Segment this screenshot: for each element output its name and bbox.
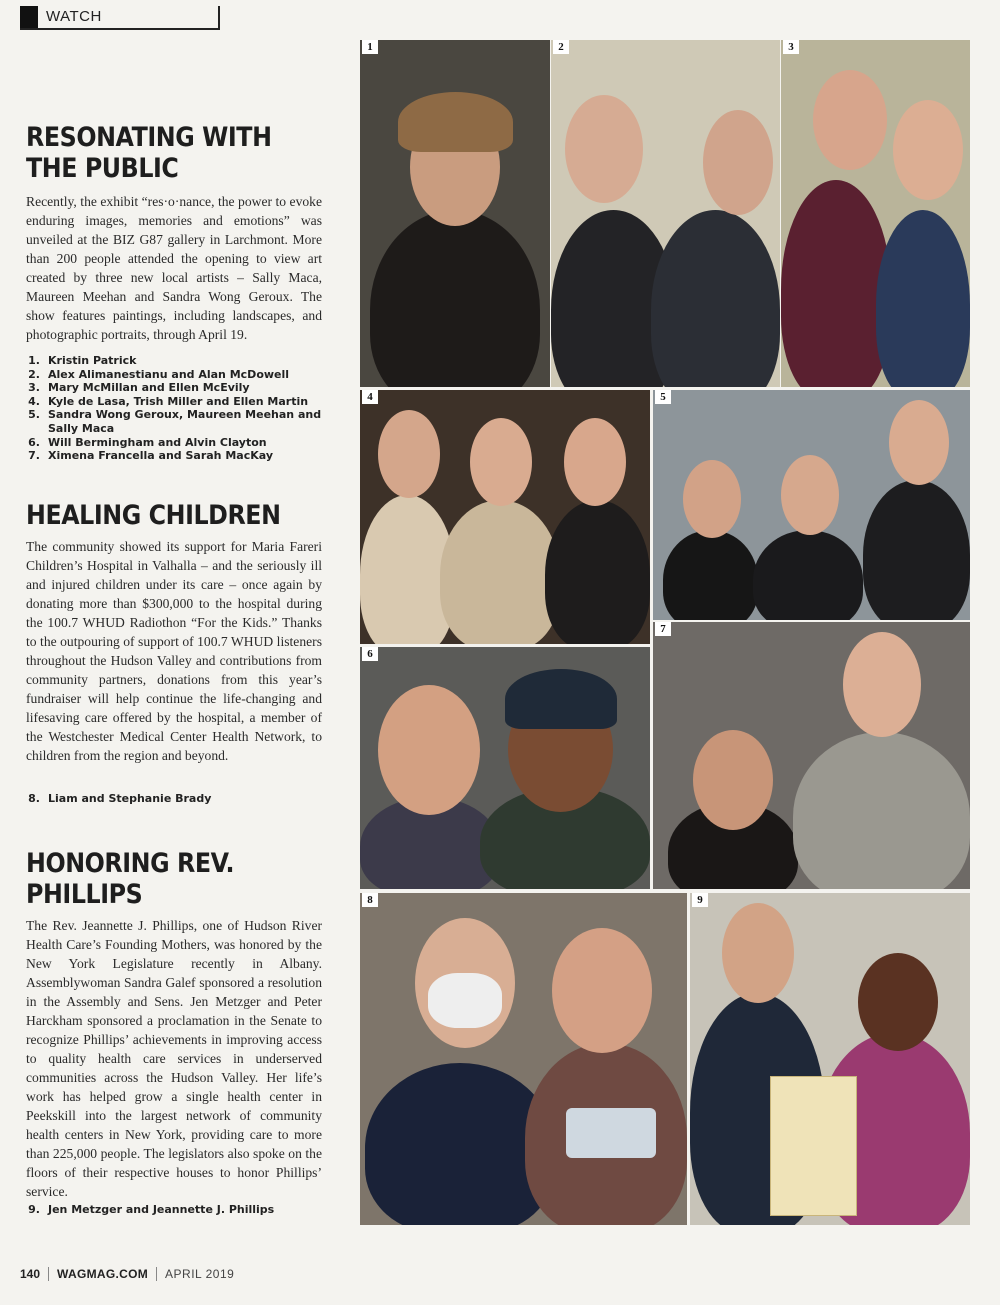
- person-face: [693, 730, 773, 830]
- body-resonating: Recently, the exhibit “res·o·nance, the power to evoke enduring images, memories and emotions” was unveiled at the BIZ G87 gallery in Larchmont. More than 200 people attended the opening to view art created by three new local artists – Sally Maca, Maureen Meehan and Sandra Wong Geroux. The show features paintings, including landscapes, and photographic portraits, through April 19.: [26, 194, 322, 342]
- person-face: [781, 455, 839, 535]
- photo-number: 5: [655, 390, 671, 404]
- caption-item: 2. Alex Alimanestianu and Alan McDowell: [28, 367, 290, 381]
- person-face: [565, 95, 643, 203]
- body-honoring-wrap: [26, 916, 322, 1201]
- photo-1: [360, 40, 550, 387]
- caption-item: 3. Mary McMillan and Ellen McEvily: [28, 381, 250, 395]
- caption-item: 9. Jen Metzger and Jeannette J. Phillips: [28, 1203, 275, 1216]
- photo-2: [551, 40, 780, 387]
- caption-list-healing: [26, 792, 322, 806]
- person-face: [378, 410, 440, 498]
- person-face: [378, 685, 480, 815]
- person-face: [703, 110, 773, 215]
- person-face: [564, 418, 626, 506]
- caption-item: 7. Ximena Francella and Sarah MacKay: [28, 449, 274, 463]
- headline-honoring: HONORING REV. PHILLIPS: [26, 848, 235, 910]
- magazine-logo-mark: [20, 6, 38, 28]
- person-face: [813, 70, 887, 170]
- person-hair: [398, 92, 513, 152]
- caption-list-honoring: [26, 1203, 322, 1217]
- person-face: [889, 400, 949, 485]
- body-healing-wrap: [26, 537, 322, 765]
- photo-number: 6: [362, 647, 378, 661]
- caption-item: 1. Kristin Patrick: [28, 354, 137, 367]
- person-face: [893, 100, 963, 200]
- face-mask: [428, 973, 502, 1028]
- caption-list-resonating: [26, 354, 322, 463]
- person-face: [552, 928, 652, 1053]
- section-label: WATCH: [46, 8, 102, 25]
- section-healing: [26, 500, 322, 531]
- photo-5: [653, 390, 970, 620]
- photo-8: [360, 893, 687, 1225]
- photo-9: [690, 893, 970, 1225]
- person-face: [683, 460, 741, 538]
- photo-7: [653, 622, 970, 889]
- proclamation-document: [770, 1076, 857, 1216]
- person-figure: [781, 180, 891, 387]
- footer-site: WAGMAG.COM: [57, 1267, 149, 1281]
- whud-microphone-sign: [566, 1108, 656, 1158]
- captions-honoring-wrap: [26, 1203, 322, 1217]
- caption-item: 6. Will Bermingham and Alvin Clayton: [28, 435, 267, 449]
- photo-number: 9: [692, 893, 708, 907]
- photo-number: 7: [655, 622, 671, 636]
- caption-item: 5. Sandra Wong Geroux, Maureen Meehan and Sally Maca: [28, 408, 322, 435]
- photo-number: 3: [783, 40, 799, 54]
- caption-item: 4. Kyle de Lasa, Trish Miller and Ellen Martin: [28, 394, 309, 408]
- photo-3: [781, 40, 970, 387]
- photo-number: 2: [553, 40, 569, 54]
- photo-4: [360, 390, 650, 644]
- body-healing: The community showed its support for Maria Fareri Children’s Hospital in Valhalla – and the seriously ill and injured children under its care – once again by donating more than $300,000 to the hospital during the 100.7 WHUD Radiothon “For the Kids.” Thanks to the outpouring of support of 100.7 WHUD listeners throughout the Hudson Valley and contributions from community partners, donations from this year’s fundraiser will help continue the life-changing and lifesaving care offered by the hospital, a member of the Westchester Medical Center Health Network, to children from the region and beyond.: [26, 539, 322, 763]
- section-resonating: [26, 122, 322, 184]
- caption-item: 8. Liam and Stephanie Brady: [28, 792, 212, 805]
- footer-divider: [156, 1267, 157, 1281]
- person-figure: [440, 500, 560, 644]
- beanie-hat: [505, 669, 617, 729]
- page-footer: [20, 1266, 234, 1282]
- person-figure: [663, 530, 758, 620]
- footer-divider: [48, 1267, 49, 1281]
- headline-resonating: RESONATING WITH THE PUBLIC: [26, 122, 272, 184]
- person-figure: [863, 480, 970, 620]
- captions-resonating-wrap: [26, 354, 322, 463]
- page-number: 140: [20, 1267, 41, 1281]
- body-honoring: The Rev. Jeannette J. Phillips, one of Hudson River Health Care’s Founding Mothers, was honored by the New York Legislature recently in Albany. Assemblywoman Sandra Galef sponsored a resolution in the Assembly and Sens. Jen Metzger and Peter Harckham sponsored a proclamation in the Senate to recognize Phillips’ achievements in improving access to quality health care services in underserved communities across the Hudson Valley. Her life’s work has helped grow a single health center in Peekskill into the largest network of community health centers in New York, providing care to more than 225,000 people. The legislators also spoke on the floors of their respective houses to honor Phillips’ service.: [26, 918, 322, 1199]
- footer-date: APRIL 2019: [165, 1267, 235, 1281]
- person-figure: [793, 732, 970, 889]
- photo-number: 1: [362, 40, 378, 54]
- person-face: [858, 953, 938, 1051]
- person-figure: [753, 530, 863, 620]
- person-figure: [545, 500, 650, 644]
- section-honoring: [26, 848, 322, 910]
- photo-6: [360, 647, 650, 889]
- person-face: [470, 418, 532, 506]
- person-figure: [876, 210, 970, 387]
- captions-healing-wrap: [26, 792, 322, 806]
- headline-healing: HEALING CHILDREN: [26, 500, 281, 531]
- photo-number: 4: [362, 390, 378, 404]
- body-resonating-wrap: [26, 192, 322, 344]
- person-face: [722, 903, 794, 1003]
- person-face: [843, 632, 921, 737]
- photo-number: 8: [362, 893, 378, 907]
- section-tab: [20, 6, 220, 30]
